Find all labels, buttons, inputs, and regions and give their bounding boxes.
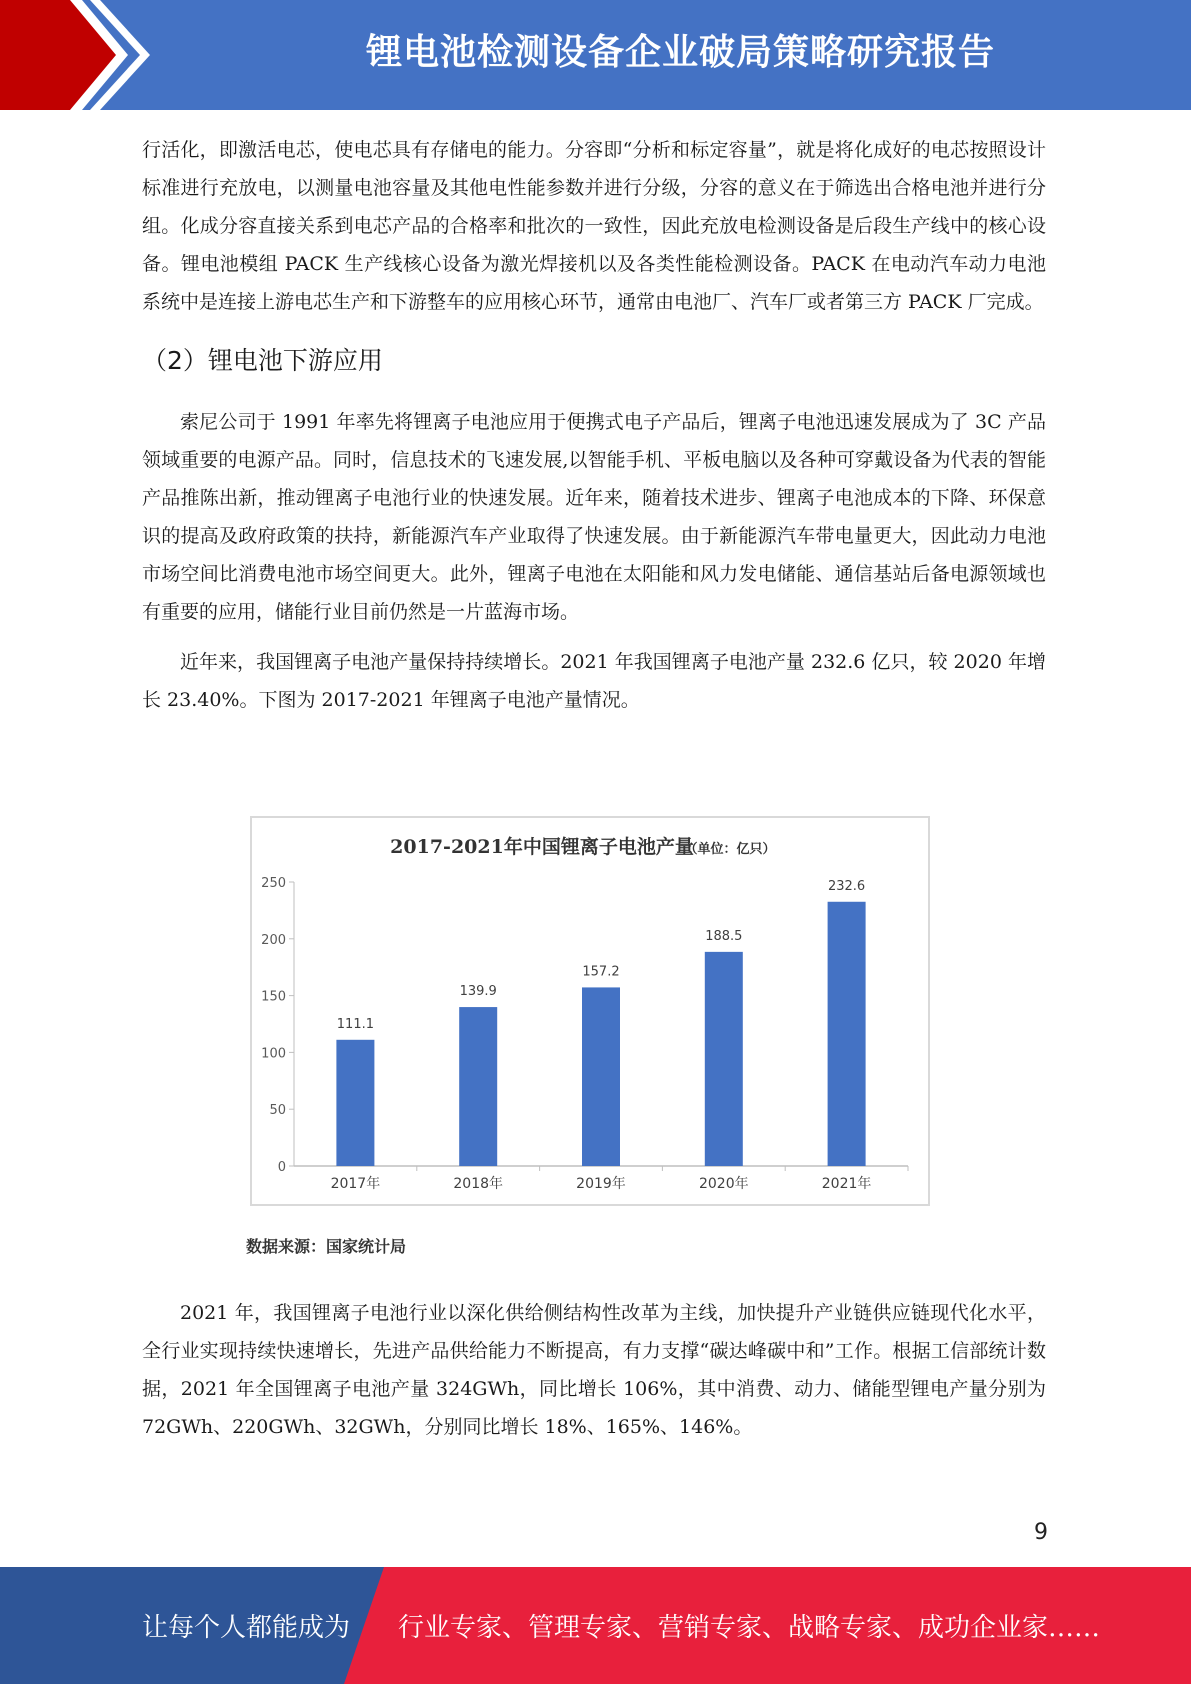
bar-value-label: 188.5 — [705, 928, 743, 944]
footer-slogan-right: 行业专家、管理专家、营销专家、战略专家、成功企业家…… — [398, 1613, 1101, 1643]
bar-2021年 — [828, 902, 866, 1166]
bar-chart — [250, 816, 930, 1206]
x-tick-label: 2020年 — [698, 1176, 749, 1192]
bar-value-label: 232.6 — [827, 878, 866, 894]
body-paragraph-3: 2021 年，我国锂离子电池行业以深化供给侧结构性改革为主线，加快提升产业链供应链现代化水平，全行业实现持续快速增长，先进产品供给能力不断提高，有力支撑“碳达峰碳中和”工作。根据工信部统计数据，2021 年全国锂离子电池产量 324GWh，同比增长 106%，其中消费、动力、储能型锂电产量分别为 72GWh、220GWh、32GWh，分别同比增长 18%、165%、146%。 — [142, 1302, 1046, 1438]
report-title: 锂电池检测设备企业破局策略研究报告 — [365, 32, 995, 73]
page-footer — [0, 1567, 1191, 1684]
y-tick-label: 100 — [261, 1046, 286, 1062]
bar-2017年 — [336, 1040, 374, 1166]
x-tick-label: 2019年 — [576, 1176, 626, 1192]
footer-slogan-left: 让每个人都能成为 — [142, 1613, 351, 1643]
bar-chart-svg — [252, 818, 928, 1204]
y-tick-label: 150 — [261, 989, 286, 1005]
x-tick-label: 2021年 — [821, 1176, 872, 1192]
main-content — [142, 131, 1046, 719]
chart-unit-note: （单位：亿只） — [684, 842, 776, 857]
bar-2018年 — [459, 1007, 497, 1166]
chart-source: 数据来源：国家统计局 — [246, 1237, 407, 1256]
intro-paragraph: 行活化，即激活电芯，使电芯具有存储电的能力。分容即“分析和标定容量”，就是将化成好的电芯按照设计标准进行充放电，以测量电池容量及其他电性能参数并进行分级，分容的意义在于筛选出合格电池并进行分组。化成分容直接关系到电芯产品的合格率和批次的一致性，因此充放电检测设备是后段生产线中的核心设备。锂电池模组 PACK 生产线核心设备为激光焊接机以及各类性能检测设备。PACK 在电动汽车动力电池系统中是连接上游电芯生产和下游整车的应用核心环节，通常由电池厂、汽车厂或者第三方 PACK 厂完成。 — [142, 139, 1046, 313]
x-tick-label: 2018年 — [453, 1176, 504, 1192]
y-tick-label: 50 — [269, 1103, 286, 1119]
section-heading: （2）锂电池下游应用 — [142, 346, 383, 375]
page-header — [0, 0, 1191, 110]
y-tick-label: 200 — [261, 932, 286, 948]
bar-2019年 — [582, 987, 620, 1166]
y-tick-label: 0 — [277, 1160, 286, 1175]
x-tick-label: 2017年 — [330, 1176, 381, 1192]
bar-value-label: 139.9 — [459, 984, 497, 1000]
y-tick-label: 250 — [261, 876, 286, 891]
chart-title: 2017-2021年中国锂离子电池产量 — [390, 836, 694, 858]
page-number: 9 — [1034, 1520, 1048, 1545]
body-paragraph-2: 近年来，我国锂离子电池产量保持持续增长。2021 年我国锂离子电池产量 232.6 亿只，较 2020 年增长 23.40%。下图为 2017-2021 年锂离子电池产量情况。 — [142, 651, 1046, 711]
body-paragraph-1: 索尼公司于 1991 年率先将锂离子电池应用于便携式电子产品后，锂离子电池迅速发展成为了 3C 产品领域重要的电源产品。同时，信息技术的飞速发展,以智能手机、平板电脑以及各种可穿戴设备为代表的智能产品推陈出新，推动锂离子电池行业的快速发展。近年来，随着技术进步、锂离子电池成本的下降、环保意识的提高及政府政策的扶持，新能源汽车产业取得了快速发展。由于新能源汽车带电量更大，因此动力电池市场空间比消费电池市场空间更大。此外，锂离子电池在太阳能和风力发电储能、通信基站后备电源领域也有重要的应用，储能行业目前仍然是一片蓝海市场。 — [142, 411, 1046, 623]
header-chevron-icon — [0, 0, 180, 110]
bar-2020年 — [705, 952, 743, 1166]
bar-value-label: 157.2 — [582, 964, 620, 980]
bar-value-label: 111.1 — [336, 1016, 375, 1032]
closing-content — [142, 1294, 1046, 1446]
